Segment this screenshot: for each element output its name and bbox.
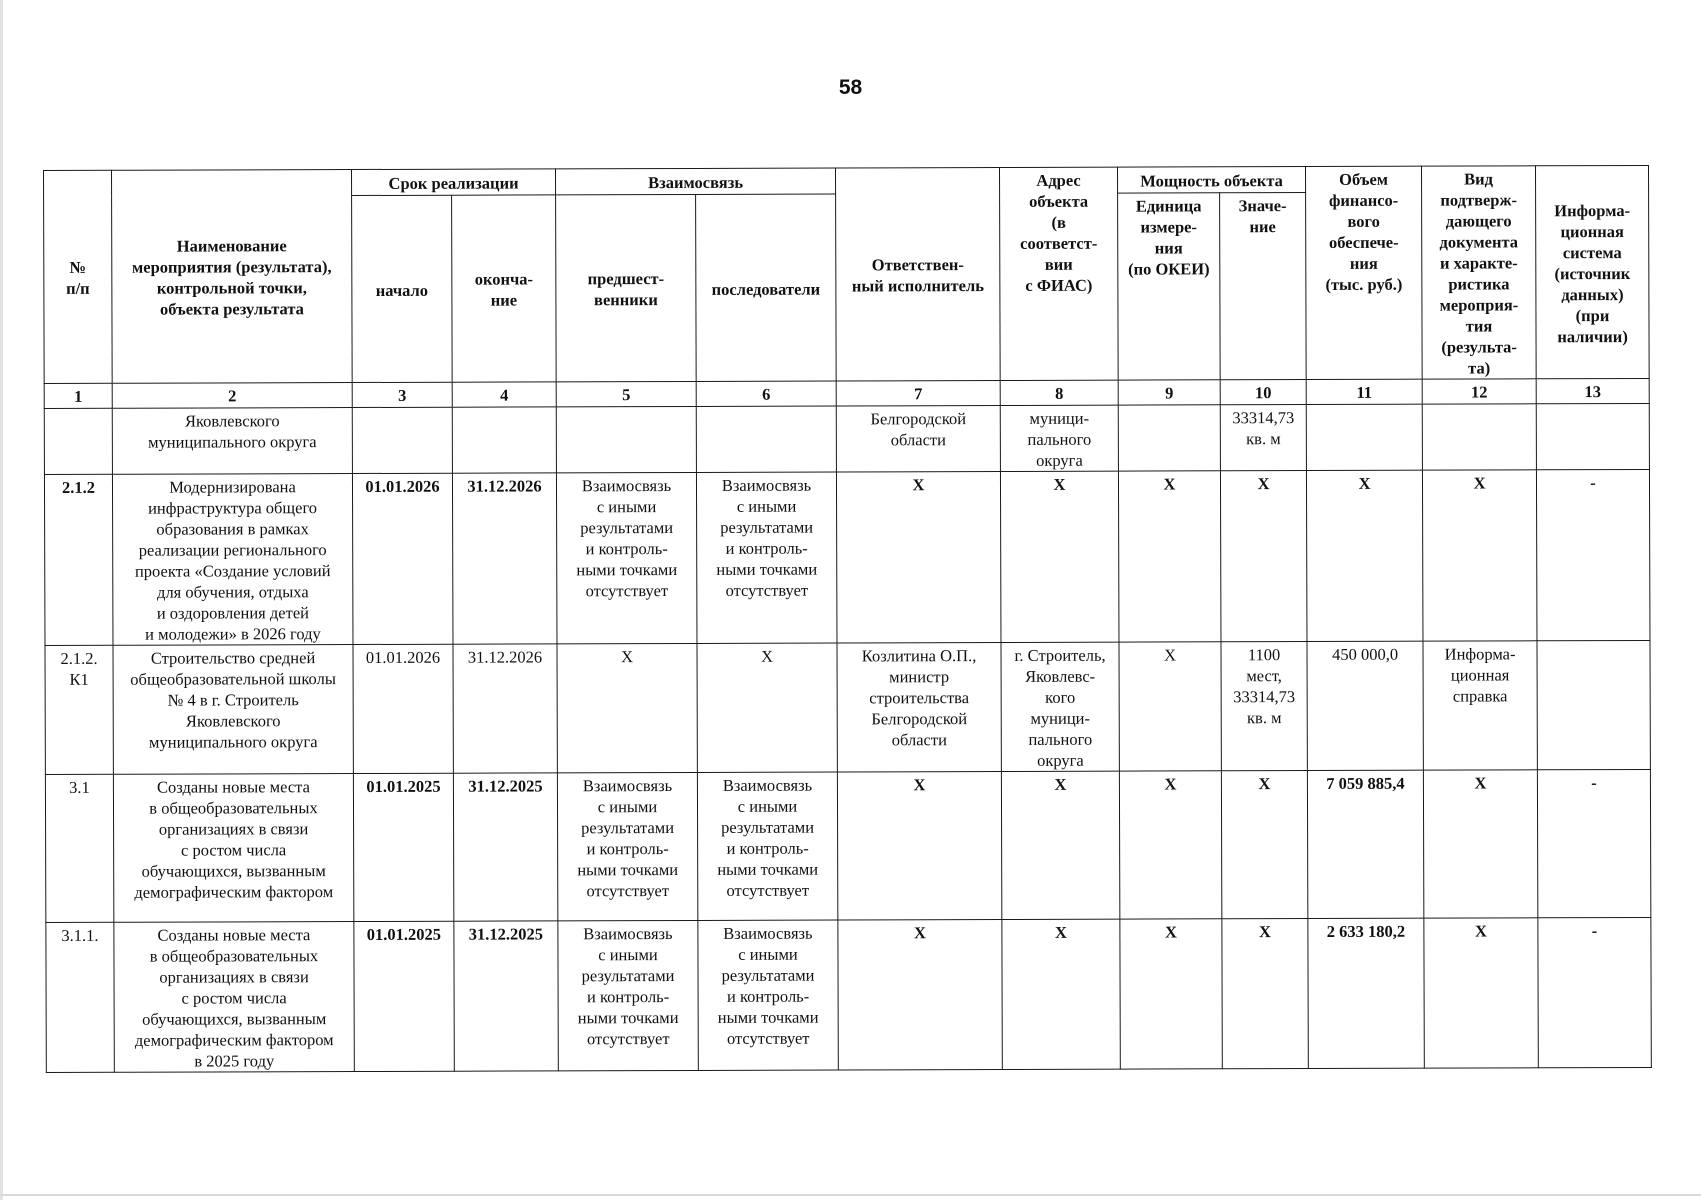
column-number: 4 xyxy=(452,382,556,407)
header-unit-text: Единица измере- ния (по ОКЕИ) xyxy=(1128,196,1210,279)
plan-table xyxy=(43,165,1652,1073)
column-number: 5 xyxy=(556,381,696,406)
cell-unit: Х xyxy=(1119,642,1221,771)
cell-num: 3.1.1. xyxy=(46,922,114,1072)
cell-info-system xyxy=(1536,403,1649,469)
cell-funding: 2 633 180,2 xyxy=(1308,918,1424,1068)
cell-start xyxy=(352,407,452,473)
header-num xyxy=(44,170,113,383)
cell-doc-type: Х xyxy=(1422,470,1537,641)
header-executor-text: Ответствен- ный исполнитель xyxy=(851,255,984,296)
table-row xyxy=(44,403,1649,474)
header-value xyxy=(1220,193,1307,380)
cell-end: 31.12.2025 xyxy=(453,773,557,921)
scan-left-edge xyxy=(0,0,3,1200)
column-number: 3 xyxy=(352,382,452,407)
cell-successors: Взаимосвязь с иными результатами и контроль- ными точками отсутствует xyxy=(697,772,837,920)
header-successors xyxy=(696,194,837,381)
cell-address: муници- пального округа xyxy=(1000,405,1118,471)
cell-doc-type: Х xyxy=(1424,918,1538,1068)
header-address-text: Адрес объекта (в соответст- вии с ФИАС) xyxy=(1020,170,1098,295)
cell-start: 01.01.2026 xyxy=(353,644,453,773)
header-name xyxy=(112,170,353,384)
cell-name: Созданы новые места в общеобразовательных организациях в связи с ростом числа обучающихся, вызванным демографическим фактором в 2025 году xyxy=(114,922,354,1073)
cell-start: 01.01.2025 xyxy=(353,773,453,921)
cell-info-system: - xyxy=(1538,917,1651,1067)
header-start xyxy=(352,196,453,383)
header-end xyxy=(452,195,557,382)
cell-name: Созданы новые места в общеобразовательных организациях в связи с ростом числа обучающихся, вызванным демографическим фактором xyxy=(113,774,353,923)
cell-predecessors xyxy=(556,406,696,472)
header-successors-text: последователи xyxy=(711,279,821,299)
cell-funding: 7 059 885,4 xyxy=(1307,770,1423,918)
cell-successors: Взаимосвязь с иными результатами и контроль- ными точками отсутствует xyxy=(696,472,837,643)
column-number: 7 xyxy=(836,380,1000,406)
header-info-system xyxy=(1536,165,1650,378)
cell-num: 2.1.2. К1 xyxy=(45,645,113,774)
cell-num xyxy=(44,408,112,474)
cell-unit: Х xyxy=(1118,471,1221,642)
header-start-text: начало xyxy=(375,280,429,300)
scan-bottom-edge xyxy=(0,1194,1701,1196)
cell-start: 01.01.2026 xyxy=(352,473,453,644)
header-link-group: Взаимосвязь xyxy=(556,168,836,195)
cell-doc-type: Х xyxy=(1423,770,1537,918)
cell-end: 31.12.2026 xyxy=(452,473,557,644)
column-number: 11 xyxy=(1306,379,1422,404)
cell-info-system: - xyxy=(1537,769,1650,917)
cell-unit xyxy=(1118,405,1220,471)
cell-successors: Взаимосвязь с иными результатами и контроль- ными точками отсутствует xyxy=(698,920,838,1070)
cell-value: 33314,73 кв. м xyxy=(1220,405,1306,471)
cell-name: Строительство средней общеобразовательной школы № 4 в г. Строитель Яковлевского муниципального округа xyxy=(113,645,353,775)
header-term-group: Срок реализации xyxy=(352,169,556,196)
cell-unit: Х xyxy=(1119,771,1221,919)
cell-address: Х xyxy=(1000,471,1119,642)
cell-executor: Белгородской области xyxy=(836,405,1000,472)
cell-funding: Х xyxy=(1306,470,1423,641)
cell-funding xyxy=(1306,404,1422,470)
cell-predecessors: Взаимосвязь с иными результатами и контроль- ными точками отсутствует xyxy=(556,472,697,643)
column-number: 2 xyxy=(112,383,352,409)
cell-end: 31.12.2025 xyxy=(454,921,558,1071)
cell-num: 2.1.2 xyxy=(44,474,113,645)
table-row xyxy=(45,640,1650,774)
column-number: 1 xyxy=(44,383,112,408)
header-predecessors xyxy=(556,195,697,382)
cell-doc-type: Информа- ционная справка xyxy=(1423,641,1537,770)
column-number: 9 xyxy=(1118,380,1220,405)
table-body xyxy=(44,378,1651,1072)
table-row xyxy=(44,469,1650,645)
cell-end xyxy=(452,407,556,473)
header-funding xyxy=(1306,166,1423,379)
header-doc-type-text: Вид подтверж- дающего документа и характе- ристика мероприя- тия (результа- та) xyxy=(1439,169,1519,378)
cell-name: Яковлевского муниципального округа xyxy=(112,408,352,475)
cell-predecessors: Взаимосвязь с иными результатами и контроль- ными точками отсутствует xyxy=(557,772,697,920)
cell-doc-type xyxy=(1422,404,1536,470)
header-num-text: № п/п xyxy=(66,257,90,298)
cell-executor: Х xyxy=(838,919,1002,1070)
column-number: 12 xyxy=(1422,379,1536,404)
cell-value: Х xyxy=(1221,771,1307,919)
header-name-text: Наименование мероприятия (результата), контрольной точки, объекта результата xyxy=(131,236,332,319)
cell-funding: 450 000,0 xyxy=(1307,641,1423,770)
cell-info-system xyxy=(1537,640,1650,769)
cell-successors xyxy=(696,406,836,472)
cell-end: 31.12.2026 xyxy=(453,644,557,773)
header-doc-type xyxy=(1422,166,1537,379)
column-number: 10 xyxy=(1220,380,1306,405)
cell-info-system: - xyxy=(1536,469,1650,640)
header-address xyxy=(1000,167,1119,380)
table-row xyxy=(45,769,1650,922)
header-predecessors-text: предшест- венники xyxy=(587,269,665,310)
header-unit xyxy=(1118,193,1221,380)
header-end-text: оконча- ние xyxy=(474,269,534,310)
header-capacity-group: Мощность объекта xyxy=(1118,167,1306,194)
cell-executor: Х xyxy=(837,771,1001,920)
header-info-system-text: Информа- ционная система (источник данных) (при наличии) xyxy=(1554,200,1631,346)
cell-value: Х xyxy=(1222,919,1308,1069)
cell-successors: Х xyxy=(697,643,837,772)
column-number: 8 xyxy=(1000,380,1118,405)
cell-executor: Козлитина О.П., министр строительства Белгородской области xyxy=(837,642,1001,772)
cell-num: 3.1 xyxy=(45,774,113,922)
column-number: 6 xyxy=(696,381,836,406)
header-value-text: Значе- ние xyxy=(1238,196,1287,237)
cell-unit: Х xyxy=(1120,919,1222,1069)
cell-address: г. Строитель, Яковлевс- кого муници- пального округа xyxy=(1001,642,1119,771)
column-number: 13 xyxy=(1536,378,1649,403)
cell-value: Х xyxy=(1220,471,1307,642)
header-funding-text: Объем финансо- вого обеспече- ния (тыс. руб.) xyxy=(1325,169,1403,294)
page-number: 58 xyxy=(838,76,863,99)
cell-start: 01.01.2025 xyxy=(354,921,454,1071)
cell-executor: Х xyxy=(836,471,1001,643)
header-row-1 xyxy=(44,165,1649,196)
cell-address: Х xyxy=(1001,771,1119,919)
header-executor xyxy=(836,167,1001,381)
cell-predecessors: Взаимосвязь с иными результатами и контроль- ными точками отсутствует xyxy=(558,920,698,1070)
cell-predecessors: Х xyxy=(557,643,697,772)
table-row xyxy=(46,917,1651,1072)
cell-address: Х xyxy=(1002,919,1120,1069)
cell-value: 1100 мест, 33314,73 кв. м xyxy=(1221,642,1307,771)
cell-name: Модернизирована инфраструктура общего образования в рамках реализации регионального проекта «Создание условий для обучения, отдыха и оздоровления детей и молодежи» в 2026 году xyxy=(112,474,353,646)
